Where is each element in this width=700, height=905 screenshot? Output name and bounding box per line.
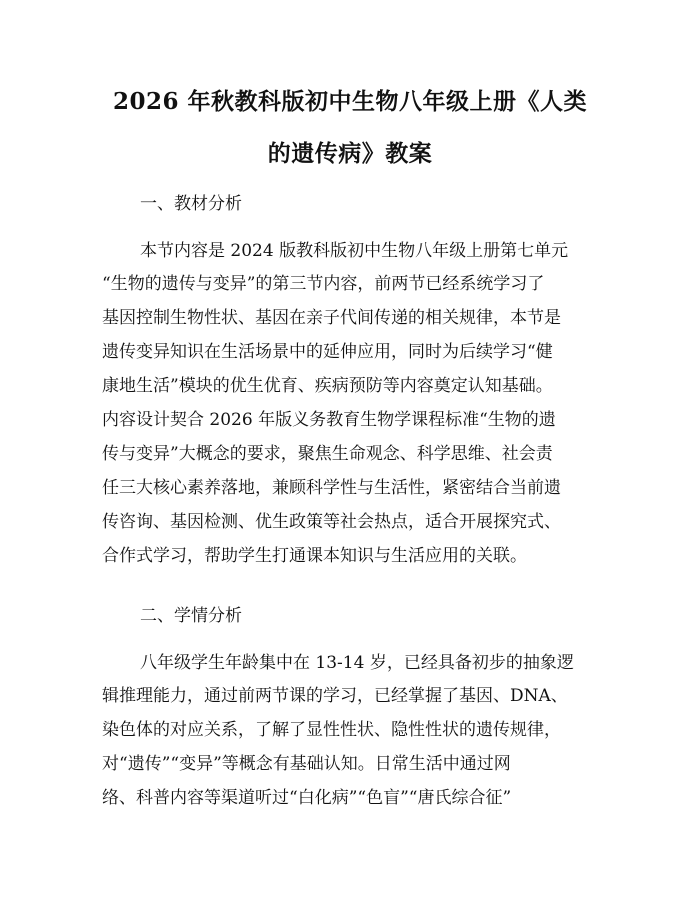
paragraph-line: 传与变异”大概念的要求，聚焦生命观念、科学思维、社会责	[102, 444, 553, 464]
title-line-2: 的遗传病》教案	[267, 140, 433, 167]
section-heading-learner-analysis: 二、学情分析	[140, 606, 242, 626]
paragraph-line: 任三大核心素养落地，兼顾科学性与生活性，紧密结合当前遗	[102, 478, 561, 498]
paragraph-line: 染色体的对应关系，了解了显性性状、隐性性状的遗传规律，	[102, 720, 561, 740]
paragraph-line: 合作式学习，帮助学生打通课本知识与生活应用的关联。	[102, 546, 527, 566]
paragraph-line: 内容设计契合 2026 年版义务教育生物学课程标准“生物的遗	[102, 410, 556, 430]
document-title	[90, 76, 610, 180]
paragraph-line: 本节内容是 2024 版教科版初中生物八年级上册第七单元	[140, 241, 569, 261]
title-line-1: 2026 年秋教科版初中生物八年级上册《人类	[112, 88, 588, 115]
paragraph-line: 传咨询、基因检测、优生政策等社会热点，适合开展探究式、	[102, 512, 561, 532]
paragraph-line: 辑推理能力，通过前两节课的学习，已经掌握了基因、DNA、	[102, 686, 568, 706]
paragraph-line: 遗传变异知识在生活场景中的延伸应用，同时为后续学习“健	[102, 342, 553, 362]
section-heading-textbook-analysis: 一、教材分析	[140, 194, 242, 214]
paragraph-line: 康地生活”模块的优生优育、疾病预防等内容奠定认知基础。	[102, 376, 553, 396]
paragraph-line: 络、科普内容等渠道听过“白化病”“色盲”“唐氏综合征”	[102, 788, 512, 808]
paragraph-line: “生物的遗传与变异”的第三节内容，前两节已经系统学习了	[102, 274, 545, 294]
paragraph-line: 八年级学生年龄集中在 13-14 岁，已经具备初步的抽象逻	[140, 653, 574, 673]
paragraph-line: 基因控制生物性状、基因在亲子代间传递的相关规律，本节是	[102, 308, 561, 328]
paragraph-line: 对“遗传”“变异”等概念有基础认知。日常生活中通过网	[102, 754, 511, 774]
